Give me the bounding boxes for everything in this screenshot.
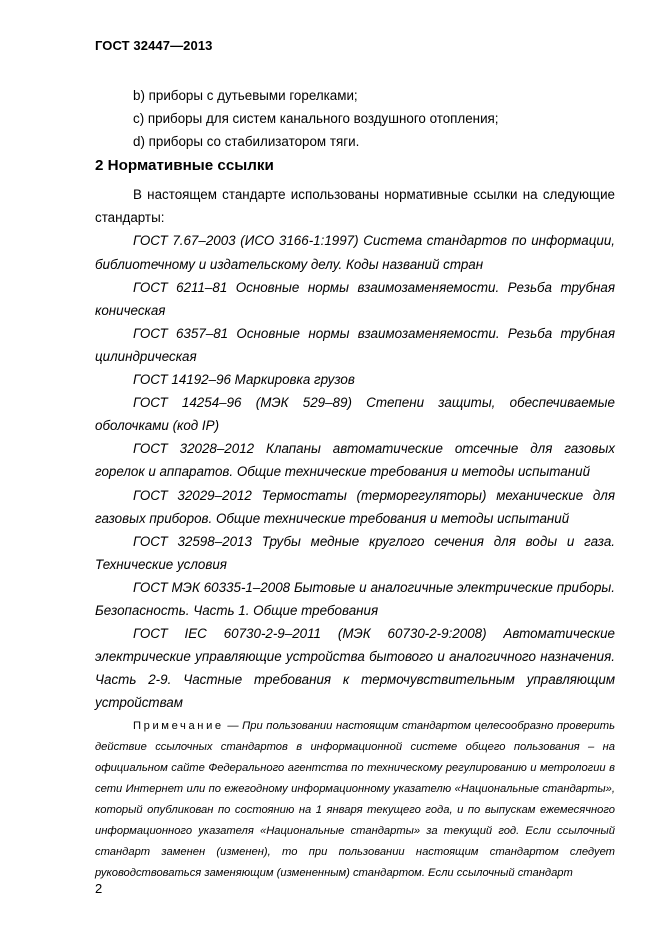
page-content (95, 84, 615, 884)
note-dash: — (223, 720, 243, 733)
list-item: d) приборы со стабилизатором тяги. (133, 134, 360, 150)
section-title: 2 Нормативные ссылки (95, 157, 274, 175)
reference-item: ГОСТ 14254–96 (МЭК 529–89) Степени защиты, обеспечиваемые оболочками (код IP) (95, 395, 615, 434)
page-number: 2 (95, 881, 103, 896)
list-item: b) приборы с дутьевыми горелками; (133, 88, 358, 103)
reference-item: ГОСТ IEC 60730-2-9–2011 (МЭК 60730-2-9:2008) Автоматические электрические управляющие устройства бытового и аналогичного назначения. Часть 2-9. Частные требования к термочувствительным управляющим устройствам (95, 626, 615, 711)
reference-item: ГОСТ 32029–2012 Термостаты (терморегуляторы) механические для газовых приборов. Общие технические требования и методы испытаний (95, 487, 615, 526)
document-header: ГОСТ 32447—2013 (95, 38, 213, 53)
section-intro: В настоящем стандарте использованы нормативные ссылки на следующие стандарты: (95, 187, 615, 226)
reference-item: ГОСТ 6211–81 Основные нормы взаимозаменяемости. Резьба трубная коническая (95, 279, 615, 318)
note-text: При пользовании настоящим стандартом целесообразно проверить действие ссылочных стандартов в информационной системе общего пользования – на официальном сайте Федерального агентства по техническому регулированию и метрологии в сети Интернет или по ежегодному информационному указателю «Национальные стандарты», который опубликован по состоянию на 1 января текущего года, и по выпускам ежемесячного информационного указателя «Национальные стандарты» за текущий год. Если ссылочный стандарт заменен (изменен), то при пользовании настоящим стандартом следует руководствоваться заменяющим (измененным) стандартом. Если ссылочный стандарт (95, 720, 615, 880)
note-label: Примечание (133, 720, 224, 733)
reference-item: ГОСТ МЭК 60335-1–2008 Бытовые и аналогичные электрические приборы. Безопасность. Часть 1. Общие требования (95, 579, 615, 618)
reference-item: ГОСТ 6357–81 Основные нормы взаимозаменяемости. Резьба трубная цилиндрическая (95, 325, 615, 364)
note (95, 716, 615, 884)
reference-item: ГОСТ 32028–2012 Клапаны автоматические отсечные для газовых горелок и аппаратов. Общие технические требования и методы испытаний (95, 441, 615, 480)
list-item: c) приборы для систем канального воздушного отопления; (133, 111, 499, 127)
reference-item: ГОСТ 14192–96 Маркировка грузов (133, 372, 355, 388)
reference-item: ГОСТ 7.67–2003 (ИСО 3166-1:1997) Система стандартов по информации, библиотечному и издательскому делу. Коды названий стран (95, 233, 615, 272)
reference-item: ГОСТ 32598–2013 Трубы медные круглого сечения для воды и газа. Технические условия (95, 533, 615, 572)
